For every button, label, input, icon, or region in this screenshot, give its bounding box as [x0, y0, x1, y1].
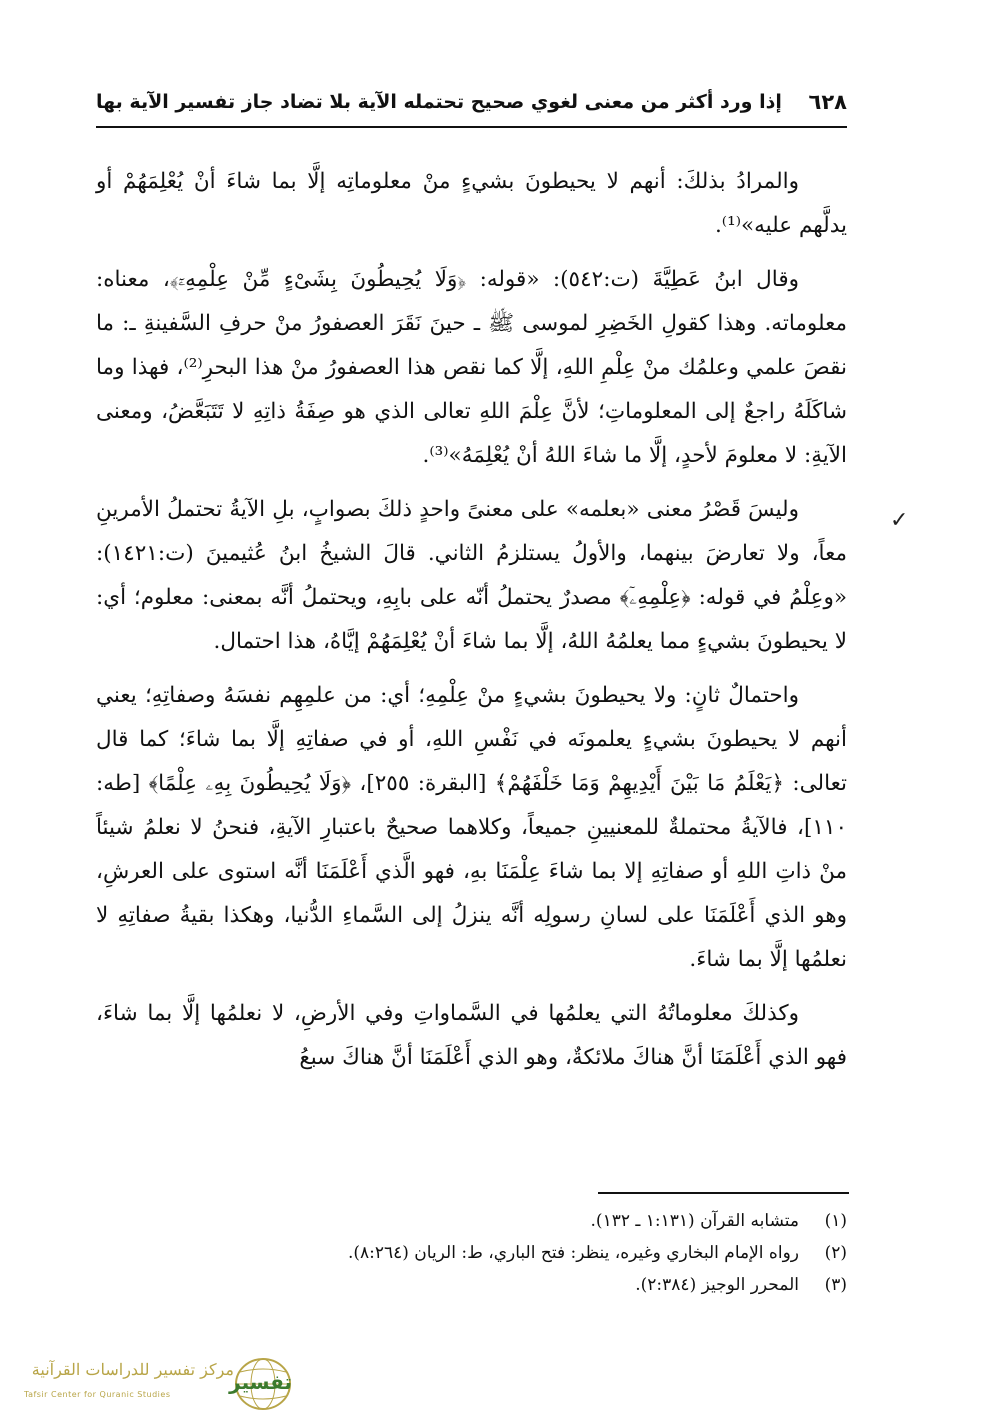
footnote-text: متشابه القرآن (١:١٣١ ـ ١٣٢). — [590, 1211, 799, 1231]
logo-emblem-word: تفسير — [229, 1370, 292, 1394]
running-title: إذا ورد أكثر من معنى لغوي صحيح تحتمله الآية بلا تضاد جاز تفسير الآية بها — [96, 91, 782, 113]
page-number: ٦٢٨ — [808, 90, 847, 114]
logo-arabic-name: مركز تفسير للدراسات القرآنية — [31, 1360, 234, 1379]
footnote-rule — [598, 1192, 849, 1194]
footnote-number: (٢) — [824, 1243, 847, 1263]
footnote — [96, 1205, 847, 1237]
header-rule — [96, 126, 847, 128]
paragraph: واحتمالٌ ثانٍ: ولا يحيطونَ بشيءٍ منْ عِلْمِهِ؛ أي: من علمِهِم نفسَهُ وصفاتِهِ؛ يعني أنهم لا يحيطونَ بشيءٍ يعلمونَه في نَفْسِ اللهِ، أو في صفاتِهِ إلَّا بما شاءَ؛ كما قال تعالى: ﴿يَعْلَمُ مَا بَيْنَ أَيْدِيهِمْ وَمَا خَلْفَهُمْ﴾ [البقرة: ٢٥٥]، ﴿وَلَا يُحِيطُونَ بِهِۦ عِلْمًا﴾ [طه: ١١٠]، فالآيةُ محتملةٌ للمعنيينِ جميعاً، وكلاهما صحيحٌ باعتبارِ الآيةِ، فنحنُ لا نعلمُ شيئاً منْ ذاتِ اللهِ أو صفاتِهِ إلا بما شاءَ عِلْمَنَا بهِ، فهو الَّذي أَعْلَمَنَا أنَّه استوى على العرشِ، وهو الذي أَعْلَمَنَا على لسانِ رسولِه أنَّه ينزلُ إلى السَّماءِ الدُّنيا، وهكذا بقيةُ صفاتِهِ لا نعلمُها إلَّا بما شاءَ. — [96, 683, 848, 972]
footnote-text: المحرر الوجيز (٢:٣٨٤). — [635, 1275, 799, 1295]
footnote-number: (٣) — [824, 1275, 847, 1295]
tafsir-center-logo — [22, 1356, 294, 1412]
paragraph: وليسَ قَصْرُ معنى «بعلمه» على معنىً واحدٍ ذلكَ بصوابٍ، بلِ الآيةُ تحتملُ الأمرينِ معاً، ولا تعارضَ بينهما، والأولُ يستلزمُ الثاني. قالَ الشيخُ ابنُ عُثيمينَ (ت:١٤٢١): «وعِلْمُ في قوله: ﴿عِلْمِهِۦٓ﴾ مصدرٌ يحتملُ أنّه على بابِهِ، ويحتملُ أنَّه بمعنى: معلوم؛ أي: لا يحيطونَ بشيءٍ مما يعلمُهُ اللهُ، إلَّا بما شاءَ أنْ يُعْلِمَهُمْ إيَّاهُ، هذا احتمال. — [96, 497, 847, 654]
footnote — [96, 1237, 847, 1269]
footnote — [96, 1269, 847, 1301]
footnote-number: (١) — [824, 1211, 847, 1231]
handwritten-check-mark: ✓ — [890, 508, 909, 533]
logo-english-name: Tafsir Center for Quranic Studies — [24, 1390, 171, 1399]
paragraph: وقال ابنُ عَطِيَّةَ (ت:٥٤٢): «قوله: ﴿وَلَا يُحِيطُونَ بِشَىْءٍ مِّنْ عِلْمِهِۦٓ﴾، معناه: معلوماته. وهذا كقولِ الخَضِرِ لموسى ﷺ ـ حينَ نَقَرَ العصفورُ منْ حرفِ السَّفينةِ ـ: ما نقصَ علمي وعلمُك منْ عِلْمِ اللهِ، إلَّا كما نقص هذا العصفورُ منْ هذا البحرِ⁽²⁾، فهذا وما شاكَلَهُ راجعٌ إلى المعلوماتِ؛ لأنَّ عِلْمَ اللهِ تعالى الذي هو صِفَةُ ذاتِهِ لا تَتَبَعَّضُ، ومعنى الآيةِ: لا معلومَ لأحدٍ، إلَّا ما شاءَ اللهُ أنْ يُعْلِمَهُ»⁽³⁾. — [96, 267, 848, 468]
paragraph: والمرادُ بذلكَ: أنهم لا يحيطونَ بشيءٍ منْ معلوماتِه إلَّا بما شاءَ أنْ يُعْلِمَهُمْ أو يدلَّهم عليه»⁽¹⁾. — [96, 169, 847, 238]
footnote-text: رواه الإمام البخاري وغيره، ينظر: فتح الباري، ط: الريان (٨:٢٦٤). — [347, 1243, 799, 1263]
running-header — [96, 82, 847, 122]
footnotes — [96, 1205, 847, 1301]
main-text — [96, 160, 847, 1090]
paragraph: وكذلكَ معلوماتُهُ التي يعلمُها في السَّماواتِ وفي الأرضِ، لا نعلمُها إلَّا بما شاءَ، فهو الذي أَعْلَمَنَا أنَّ هناكَ ملائكةٌ، وهو الذي أَعْلَمَنَا أنَّ هناكَ سبعُ — [96, 1001, 847, 1070]
